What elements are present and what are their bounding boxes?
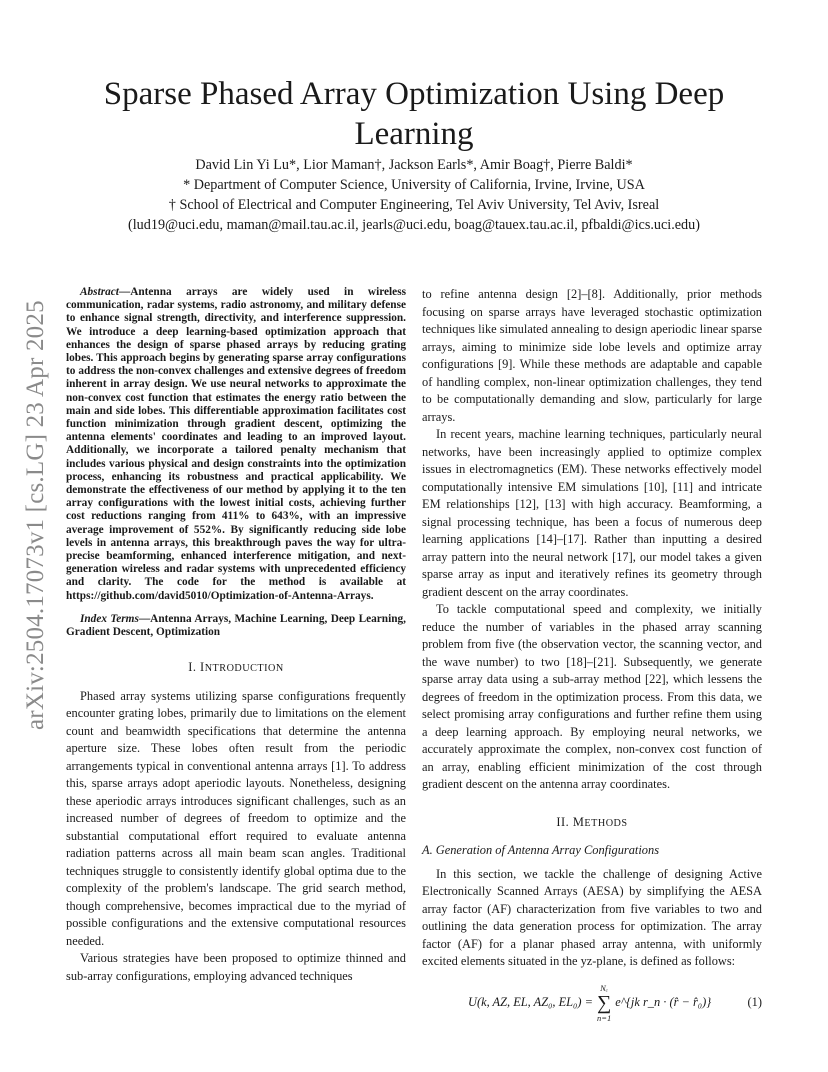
- index-terms: [66, 613, 406, 639]
- index-terms-lead: Index Terms: [80, 612, 139, 625]
- summation: [597, 983, 611, 1023]
- section-heading-introduction: I. INTRODUCTION: [188, 660, 284, 675]
- section-heading-methods: II. METHODS: [556, 814, 628, 829]
- left-column: [66, 286, 406, 985]
- equation-body: [468, 983, 711, 1023]
- abstract-text: —Antenna arrays are widely used in wireless communication, radar systems, radio astronomy, and military defense to enhance signal strength, directivity, and interference suppression. We introduce a deep learning-based optimization approach that enhances the design of sparse phased arrays by reducing grating lobes. This approach begins by generating sparse array configurations to address the non-convex challenges and extensive degrees of freedom inherent in array design. We use neural networks to approximate the non-convex cost function that estimates the energy ratio between the main and side lobes. This differentiable approximation facilitates cost function minimization through gradient descent, optimizing the antenna elements' coordinates and leading to an improved layout. Additionally, we incorporate a tailored penalty mechanism that includes various physical and design constraints into the optimization process, enhancing its robustness and practical applicability. We demonstrate the effectiveness of our method by applying it to the ten array configurations with the lowest initial costs, achieving further cost reductions ranging from 411% to 643%, with an impressive average improvement of 552%. By significantly reducing side lobe levels in antenna arrays, this breakthrough paves the way for ultra-precise beamforming, enhanced interference mitigation, and next-generation wireless and radar systems with unprecedented efficiency and clarity. The code for the method is available at https://github.com/david5010/Optimization-of-Antenna-Arrays.: [66, 286, 406, 602]
- intro-paragraph-2: Various strategies have been proposed to optimize thinned and sub-array configurations, employing advanced techniques: [66, 951, 406, 983]
- intro-paragraph-2-continued: to refine antenna design [2]–[8]. Additionally, prior methods focusing on sparse arrays have leveraged stochastic optimization techniques like simulated annealing to design aperiodic linear sparse arrays, aiming to minimize side lobe levels and optimize array configurations [9]. While these methods are adaptable and capable of handling complex, non-linear optimization challenges, they tend to be computationally demanding and slow, particularly for large arrays.: [422, 287, 762, 424]
- intro-paragraph-3: In recent years, machine learning techniques, particularly neural networks, have been increasingly applied to optimize complex issues in electromagnetics (EM). These networks effectively model computationally intensive EM simulations [10], [11] and intricate EM relationships [12], [13] with high accuracy. Beamforming, a signal processing technique, has been a focus of numerous deep learning applications [14]–[17]. Rather than inputting a desired array pattern into the neural network [17], our model takes a given sparse array as input and iteratively refines its geometry through gradient descent on the array coordinates.: [422, 427, 762, 599]
- equation-term: e^{jk r_n · (r̂ − r̂₀)}: [615, 994, 712, 1009]
- right-column: [422, 286, 762, 1025]
- sum-lower-limit: n=1: [596, 1012, 612, 1023]
- affiliation-uci: * Department of Computer Science, University of California, Irvine, Irvine, USA: [183, 177, 645, 193]
- paper-title: Sparse Phased Array Optimization Using Deep Learning: [103, 76, 725, 152]
- intro-paragraph-4: To tackle computational speed and complexity, we initially reduce the number of variables in the phased array scanning problem from five (the observation vector, the scanning vector, and the wave number) to two [18]–[21]. Subsequently, we generate sparse array data using a sub-array method [22], which lessens the degrees of freedom in the optimization process. From this data, we select promising array configurations and further refine them using a deep learning approach. By employing neural networks, we accurately approximate the complex, non-convex cost function of an array, enabling efficient minimization of the cost through gradient descent on the antenna array coordinates.: [422, 602, 762, 791]
- subsection-heading: A. Generation of Antenna Array Configurations: [422, 843, 660, 857]
- intro-paragraph-1: Phased array systems utilizing sparse configurations frequently encounter grating lobes, primarily due to limitations on the element count and beamwidth specifications that determine the antenna aperture size. These lobes often result from the periodic arrangements typical in conventional antenna arrays [1]. To address this, sparse arrays adopt aperiodic layouts. Nonetheless, designing these aperiodic arrays introduces significant challenges, such as an increased number of degrees of freedom to optimize and the substantial computational effort required to evaluate antenna radiation patterns across all main beam scan angles. Traditional techniques struggle to consistently identify global optima due to the complexity of the problem's landscape. The grid search method, though comprehensive, becomes impractical due to the myriad of possible configurations and the extensive computational resources needed.: [66, 688, 406, 948]
- affiliation-tau: † School of Electrical and Computer Engineering, Tel Aviv University, Tel Aviv, Isreal: [168, 197, 660, 213]
- author-list: David Lin Yi Lu*, Lior Maman†, Jackson Earls*, Amir Boag†, Pierre Baldi*: [195, 157, 633, 173]
- methods-paragraph-1: In this section, we tackle the challenge of designing Active Electronically Scanned Arrays (AESA) by simplifying the AESA array factor (AF) characterization from five variables to two and outlining the data generation process for optimization. The array factor (AF) for a planar phased array antenna, with uniformly excited elements situated in the yz-plane, is defined as follows:: [422, 866, 762, 968]
- arxiv-side-label: arXiv:2504.17073v1 [cs.LG] 23 Apr 2025: [22, 300, 49, 730]
- author-emails: (lud19@uci.edu, maman@mail.tau.ac.il, jearls@uci.edu, boag@tauex.tau.ac.il, pfbaldi@ics.uci.edu): [128, 217, 700, 233]
- equation-lhs: U(k, AZ, EL, AZ₀, EL₀) =: [468, 994, 593, 1009]
- abstract: [66, 286, 406, 603]
- equation-1: [422, 981, 762, 1025]
- sigma-symbol: ∑: [596, 991, 612, 1014]
- author-block: [60, 155, 768, 235]
- equation-number: (1): [747, 994, 762, 1009]
- index-terms-text: —Antenna Arrays, Machine Learning, Deep Learning, Gradient Descent, Optimization: [66, 612, 406, 639]
- abstract-lead: Abstract: [80, 286, 119, 298]
- sum-upper-limit: Nₑ: [600, 982, 609, 993]
